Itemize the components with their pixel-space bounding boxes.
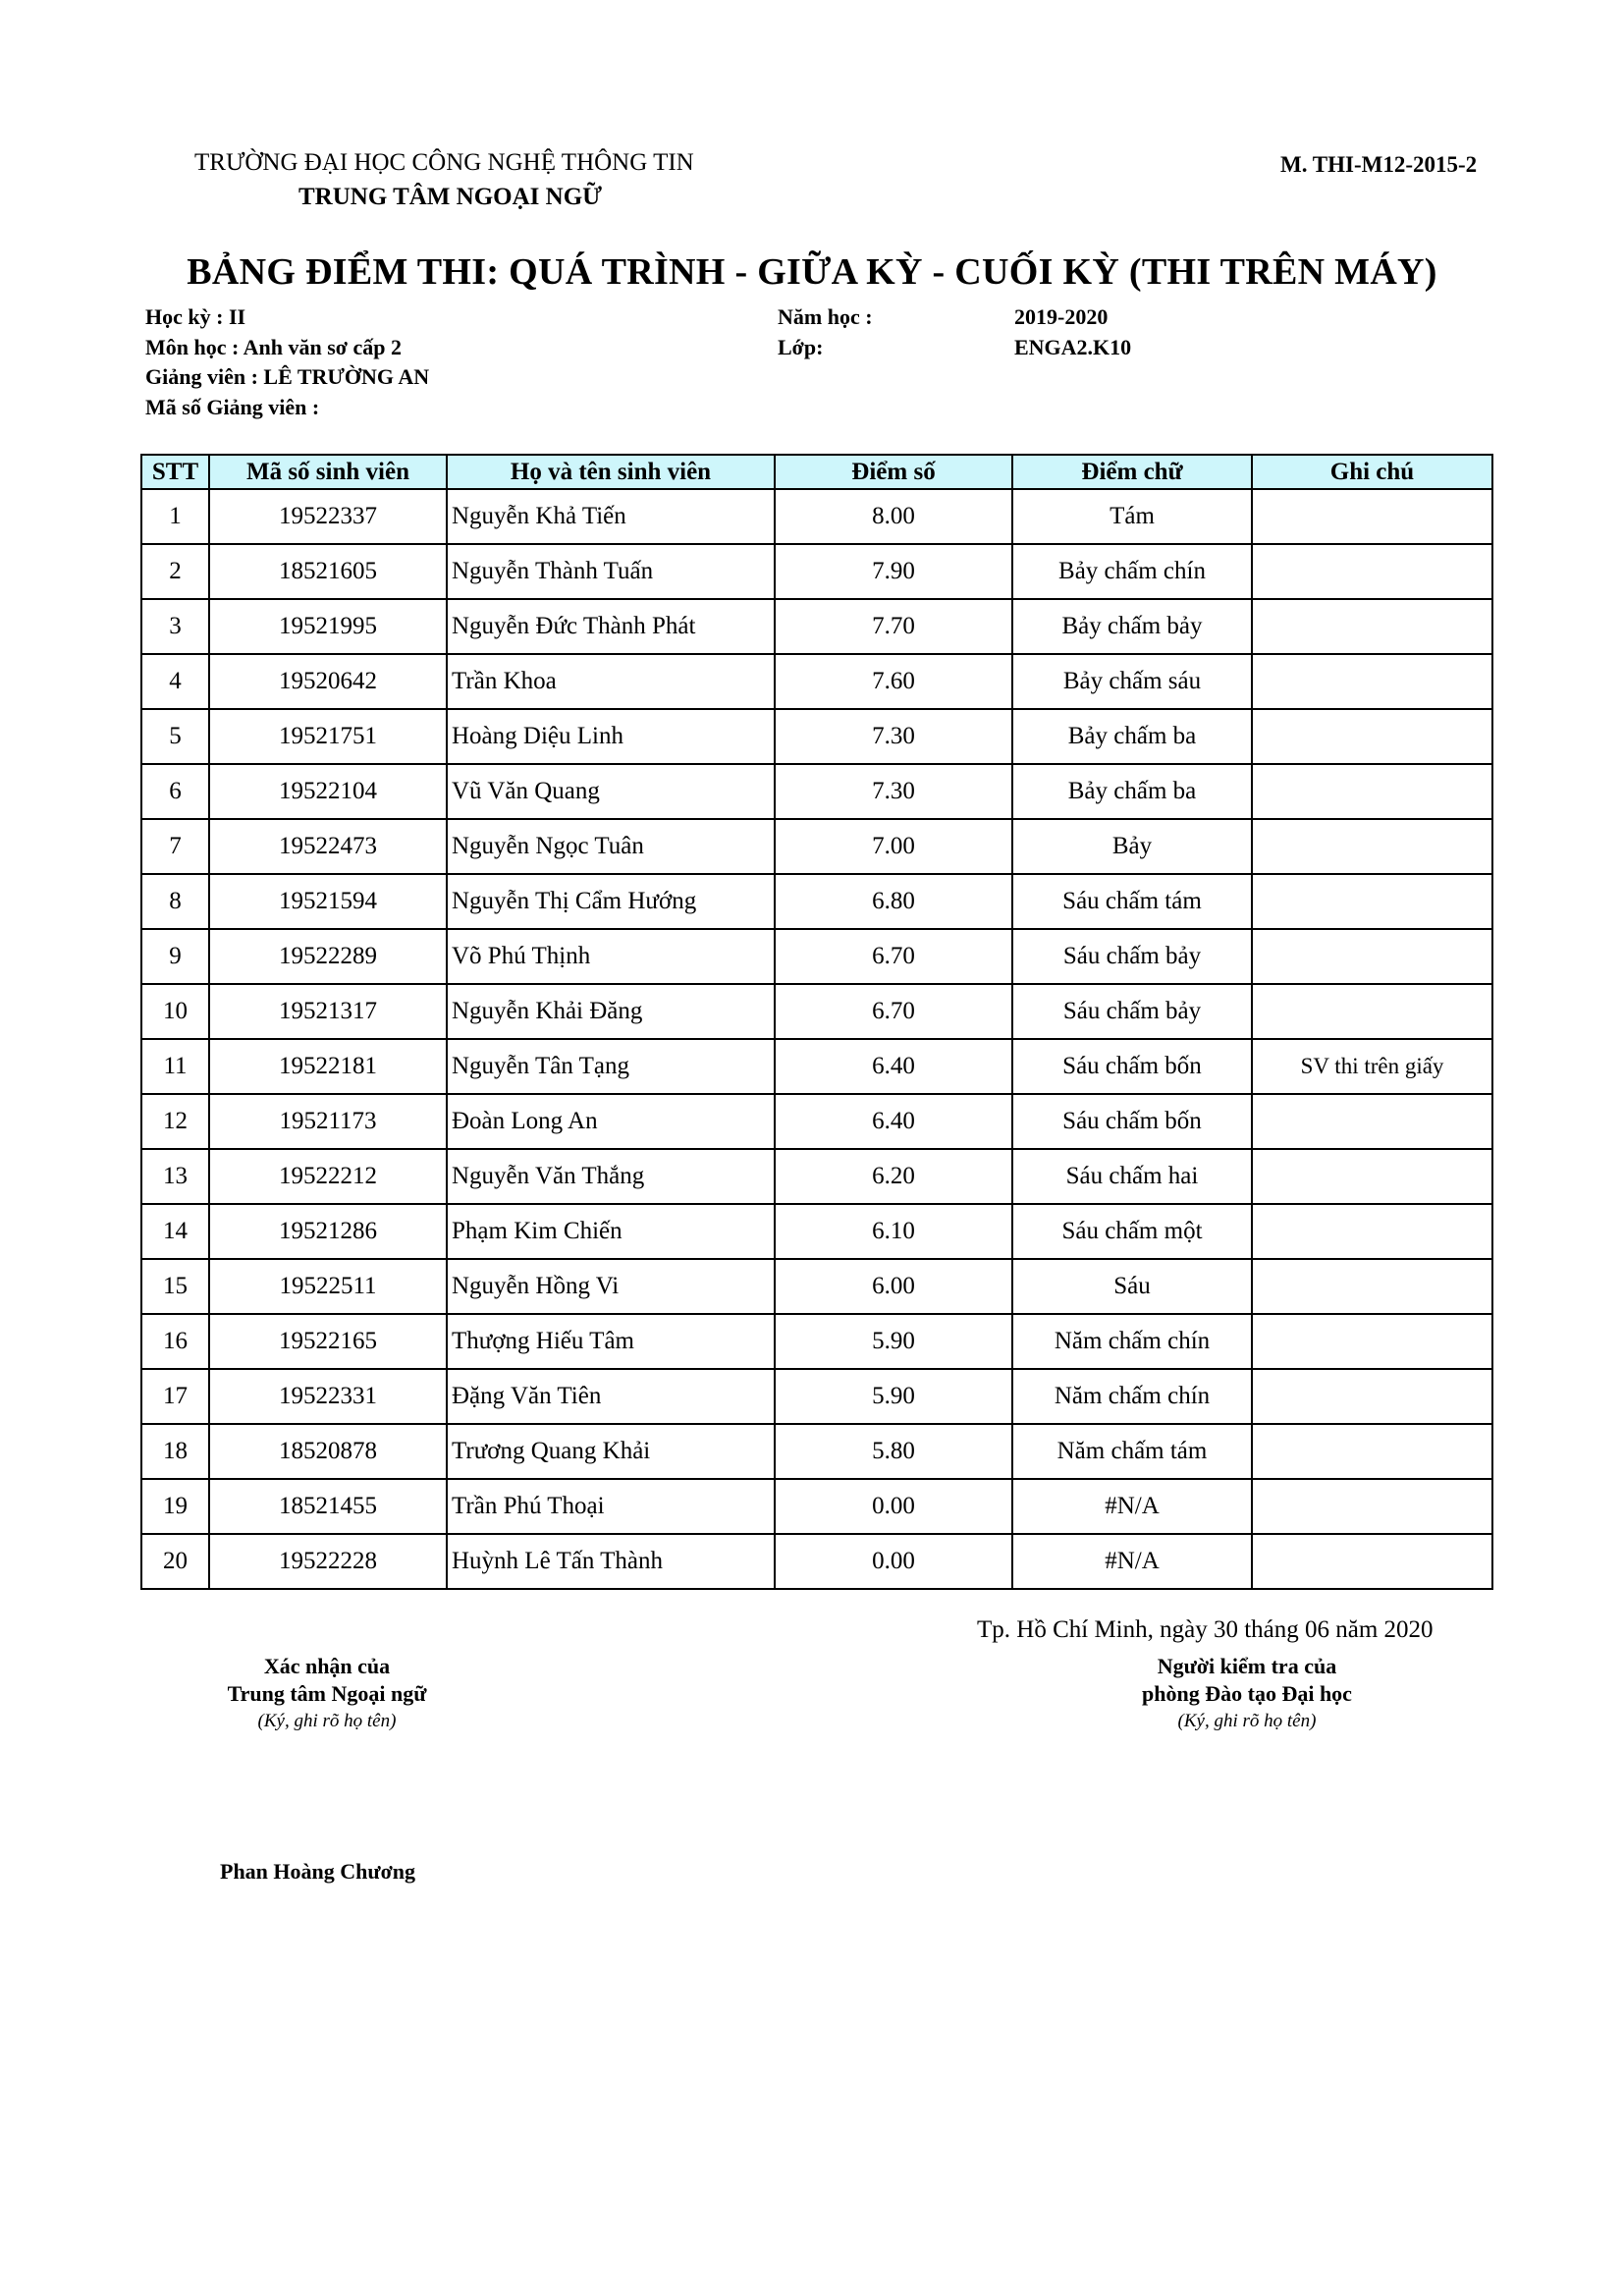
cell-stt: 19 <box>141 1479 209 1534</box>
left-signature-block <box>180 1654 474 1732</box>
header-student-id: Mã số sinh viên <box>209 455 447 489</box>
cell-note <box>1252 874 1492 929</box>
cell-stt: 10 <box>141 984 209 1039</box>
cell-score: 6.70 <box>775 984 1012 1039</box>
cell-student-id: 19522337 <box>209 489 447 544</box>
cell-score-words: Năm chấm chín <box>1012 1369 1252 1424</box>
cell-score: 5.90 <box>775 1314 1012 1369</box>
cell-stt: 15 <box>141 1259 209 1314</box>
cell-note <box>1252 929 1492 984</box>
cell-student-name: Huỳnh Lê Tấn Thành <box>447 1534 775 1589</box>
cell-student-id: 19522511 <box>209 1259 447 1314</box>
header-score: Điểm số <box>775 455 1012 489</box>
table-row <box>141 599 1492 654</box>
table-header-row <box>141 455 1492 489</box>
cell-stt: 14 <box>141 1204 209 1259</box>
table-row <box>141 1424 1492 1479</box>
table-row <box>141 1204 1492 1259</box>
cell-student-id: 19521751 <box>209 709 447 764</box>
table-row <box>141 819 1492 874</box>
cell-score-words: Sáu <box>1012 1259 1252 1314</box>
cell-score-words: Bảy chấm sáu <box>1012 654 1252 709</box>
page-title: BẢNG ĐIỂM THI: QUÁ TRÌNH - GIỮA KỲ - CUỐI KỲ (THI TRÊN MÁY) <box>187 251 1437 293</box>
cell-student-id: 19522181 <box>209 1039 447 1094</box>
cell-stt: 2 <box>141 544 209 599</box>
table-row <box>141 1479 1492 1534</box>
cell-note <box>1252 544 1492 599</box>
cell-score-words: Năm chấm tám <box>1012 1424 1252 1479</box>
cell-stt: 17 <box>141 1369 209 1424</box>
cell-score-words: Sáu chấm tám <box>1012 874 1252 929</box>
cell-stt: 13 <box>141 1149 209 1204</box>
cell-student-name: Nguyễn Thị Cẩm Hướng <box>447 874 775 929</box>
cell-score: 5.80 <box>775 1424 1012 1479</box>
class-label: Lớp: <box>778 335 824 359</box>
cell-score-words: #N/A <box>1012 1534 1252 1589</box>
cell-student-id: 19522212 <box>209 1149 447 1204</box>
cell-note <box>1252 1314 1492 1369</box>
cell-score: 0.00 <box>775 1479 1012 1534</box>
cell-score-words: #N/A <box>1012 1479 1252 1534</box>
subject-label: Môn học : Anh văn sơ cấp 2 <box>145 335 402 359</box>
class-value: ENGA2.K10 <box>1014 335 1132 359</box>
table-body <box>141 489 1492 1589</box>
signer-name: Phan Hoàng Chương <box>220 1859 415 1884</box>
cell-note <box>1252 1369 1492 1424</box>
cell-stt: 9 <box>141 929 209 984</box>
semester-label: Học kỳ : II <box>145 304 246 329</box>
cell-score: 5.90 <box>775 1369 1012 1424</box>
table-row <box>141 1039 1492 1094</box>
cell-student-name: Đặng Văn Tiên <box>447 1369 775 1424</box>
table-row <box>141 984 1492 1039</box>
cell-score: 7.00 <box>775 819 1012 874</box>
cell-score-words: Sáu chấm bảy <box>1012 984 1252 1039</box>
cell-note <box>1252 764 1492 819</box>
header-student-name: Họ và tên sinh viên <box>447 455 775 489</box>
center-name: TRUNG TÂM NGOẠI NGỮ <box>298 184 603 210</box>
table-row <box>141 929 1492 984</box>
cell-score: 6.70 <box>775 929 1012 984</box>
right-sig-line1: Người kiểm tra của <box>1157 1654 1337 1678</box>
cell-stt: 20 <box>141 1534 209 1589</box>
table-row <box>141 1369 1492 1424</box>
cell-score: 0.00 <box>775 1534 1012 1589</box>
cell-stt: 3 <box>141 599 209 654</box>
cell-student-name: Trần Khoa <box>447 654 775 709</box>
table-row <box>141 544 1492 599</box>
header-stt: STT <box>141 455 209 489</box>
table-row <box>141 1094 1492 1149</box>
table-row <box>141 874 1492 929</box>
cell-student-name: Nguyễn Khải Đăng <box>447 984 775 1039</box>
cell-student-id: 19522473 <box>209 819 447 874</box>
table-row <box>141 1149 1492 1204</box>
cell-student-name: Nguyễn Khả Tiến <box>447 489 775 544</box>
cell-note <box>1252 1094 1492 1149</box>
cell-student-name: Nguyễn Thành Tuấn <box>447 544 775 599</box>
cell-score: 8.00 <box>775 489 1012 544</box>
right-sig-line2: phòng Đào tạo Đại học <box>1142 1681 1352 1706</box>
cell-student-name: Trương Quang Khải <box>447 1424 775 1479</box>
cell-score-words: Sáu chấm bốn <box>1012 1039 1252 1094</box>
right-signature-block <box>1100 1654 1394 1732</box>
table-row <box>141 489 1492 544</box>
cell-score: 6.40 <box>775 1094 1012 1149</box>
cell-stt: 11 <box>141 1039 209 1094</box>
table-row <box>141 764 1492 819</box>
cell-stt: 1 <box>141 489 209 544</box>
cell-note <box>1252 1534 1492 1589</box>
cell-stt: 8 <box>141 874 209 929</box>
cell-score: 7.30 <box>775 709 1012 764</box>
cell-score-words: Sáu chấm hai <box>1012 1149 1252 1204</box>
cell-score: 6.00 <box>775 1259 1012 1314</box>
cell-student-id: 19521995 <box>209 599 447 654</box>
cell-student-name: Nguyễn Ngọc Tuân <box>447 819 775 874</box>
cell-student-name: Hoàng Diệu Linh <box>447 709 775 764</box>
cell-note <box>1252 654 1492 709</box>
cell-student-id: 18520878 <box>209 1424 447 1479</box>
year-value: 2019-2020 <box>1014 304 1109 329</box>
cell-student-id: 19521317 <box>209 984 447 1039</box>
cell-student-id: 19522289 <box>209 929 447 984</box>
cell-score-words: Bảy <box>1012 819 1252 874</box>
cell-student-name: Nguyễn Văn Thắng <box>447 1149 775 1204</box>
grades-table <box>140 454 1493 1590</box>
table-row <box>141 654 1492 709</box>
cell-stt: 4 <box>141 654 209 709</box>
lecturer-id-label: Mã số Giảng viên : <box>145 395 320 419</box>
cell-note <box>1252 1204 1492 1259</box>
cell-note <box>1252 1479 1492 1534</box>
cell-student-name: Thượng Hiếu Tâm <box>447 1314 775 1369</box>
cell-score-words: Sáu chấm một <box>1012 1204 1252 1259</box>
cell-student-id: 19522228 <box>209 1534 447 1589</box>
cell-note <box>1252 984 1492 1039</box>
cell-score: 6.10 <box>775 1204 1012 1259</box>
form-code: M. THI-M12-2015-2 <box>1280 152 1478 177</box>
cell-student-id: 19522104 <box>209 764 447 819</box>
cell-student-name: Trần Phú Thoại <box>447 1479 775 1534</box>
cell-score-words: Bảy chấm bảy <box>1012 599 1252 654</box>
cell-stt: 6 <box>141 764 209 819</box>
cell-stt: 16 <box>141 1314 209 1369</box>
cell-student-name: Đoàn Long An <box>447 1094 775 1149</box>
cell-note <box>1252 1424 1492 1479</box>
cell-score: 6.40 <box>775 1039 1012 1094</box>
header-note: Ghi chú <box>1252 455 1492 489</box>
cell-stt: 12 <box>141 1094 209 1149</box>
lecturer-label: Giảng viên : LÊ TRƯỜNG AN <box>145 364 430 389</box>
cell-student-id: 19521286 <box>209 1204 447 1259</box>
table-row <box>141 709 1492 764</box>
table-row <box>141 1534 1492 1589</box>
cell-student-id: 18521605 <box>209 544 447 599</box>
cell-note <box>1252 819 1492 874</box>
left-sig-line1: Xác nhận của <box>263 1654 391 1678</box>
cell-score: 6.80 <box>775 874 1012 929</box>
date-line: Tp. Hồ Chí Minh, ngày 30 tháng 06 năm 2020 <box>977 1616 1434 1643</box>
cell-score-words: Bảy chấm chín <box>1012 544 1252 599</box>
cell-score: 7.30 <box>775 764 1012 819</box>
cell-student-name: Nguyễn Đức Thành Phát <box>447 599 775 654</box>
cell-score-words: Bảy chấm ba <box>1012 709 1252 764</box>
right-sig-note: (Ký, ghi rõ họ tên) <box>1177 1711 1317 1731</box>
cell-note <box>1252 709 1492 764</box>
cell-score-words: Tám <box>1012 489 1252 544</box>
cell-score-words: Sáu chấm bảy <box>1012 929 1252 984</box>
cell-score: 7.70 <box>775 599 1012 654</box>
cell-student-id: 19521594 <box>209 874 447 929</box>
table-row <box>141 1314 1492 1369</box>
cell-score-words: Năm chấm chín <box>1012 1314 1252 1369</box>
cell-note <box>1252 599 1492 654</box>
cell-student-id: 19520642 <box>209 654 447 709</box>
cell-note <box>1252 1149 1492 1204</box>
cell-note <box>1252 1259 1492 1314</box>
cell-student-id: 19522165 <box>209 1314 447 1369</box>
school-name: TRƯỜNG ĐẠI HỌC CÔNG NGHỆ THÔNG TIN <box>194 149 694 176</box>
cell-score-words: Bảy chấm ba <box>1012 764 1252 819</box>
cell-stt: 7 <box>141 819 209 874</box>
cell-stt: 18 <box>141 1424 209 1479</box>
cell-score: 7.60 <box>775 654 1012 709</box>
cell-score: 6.20 <box>775 1149 1012 1204</box>
cell-score-words: Sáu chấm bốn <box>1012 1094 1252 1149</box>
table-row <box>141 1259 1492 1314</box>
cell-student-id: 18521455 <box>209 1479 447 1534</box>
cell-student-name: Phạm Kim Chiến <box>447 1204 775 1259</box>
year-label: Năm học : <box>778 304 873 329</box>
cell-student-id: 19521173 <box>209 1094 447 1149</box>
cell-student-name: Võ Phú Thịnh <box>447 929 775 984</box>
left-sig-note: (Ký, ghi rõ họ tên) <box>257 1711 397 1731</box>
cell-student-name: Vũ Văn Quang <box>447 764 775 819</box>
cell-student-id: 19522331 <box>209 1369 447 1424</box>
header-score-words: Điểm chữ <box>1012 455 1252 489</box>
cell-note: SV thi trên giấy <box>1252 1039 1492 1094</box>
cell-note <box>1252 489 1492 544</box>
cell-student-name: Nguyễn Tân Tạng <box>447 1039 775 1094</box>
cell-score: 7.90 <box>775 544 1012 599</box>
left-sig-line2: Trung tâm Ngoại ngữ <box>227 1681 427 1706</box>
cell-stt: 5 <box>141 709 209 764</box>
cell-student-name: Nguyễn Hồng Vi <box>447 1259 775 1314</box>
